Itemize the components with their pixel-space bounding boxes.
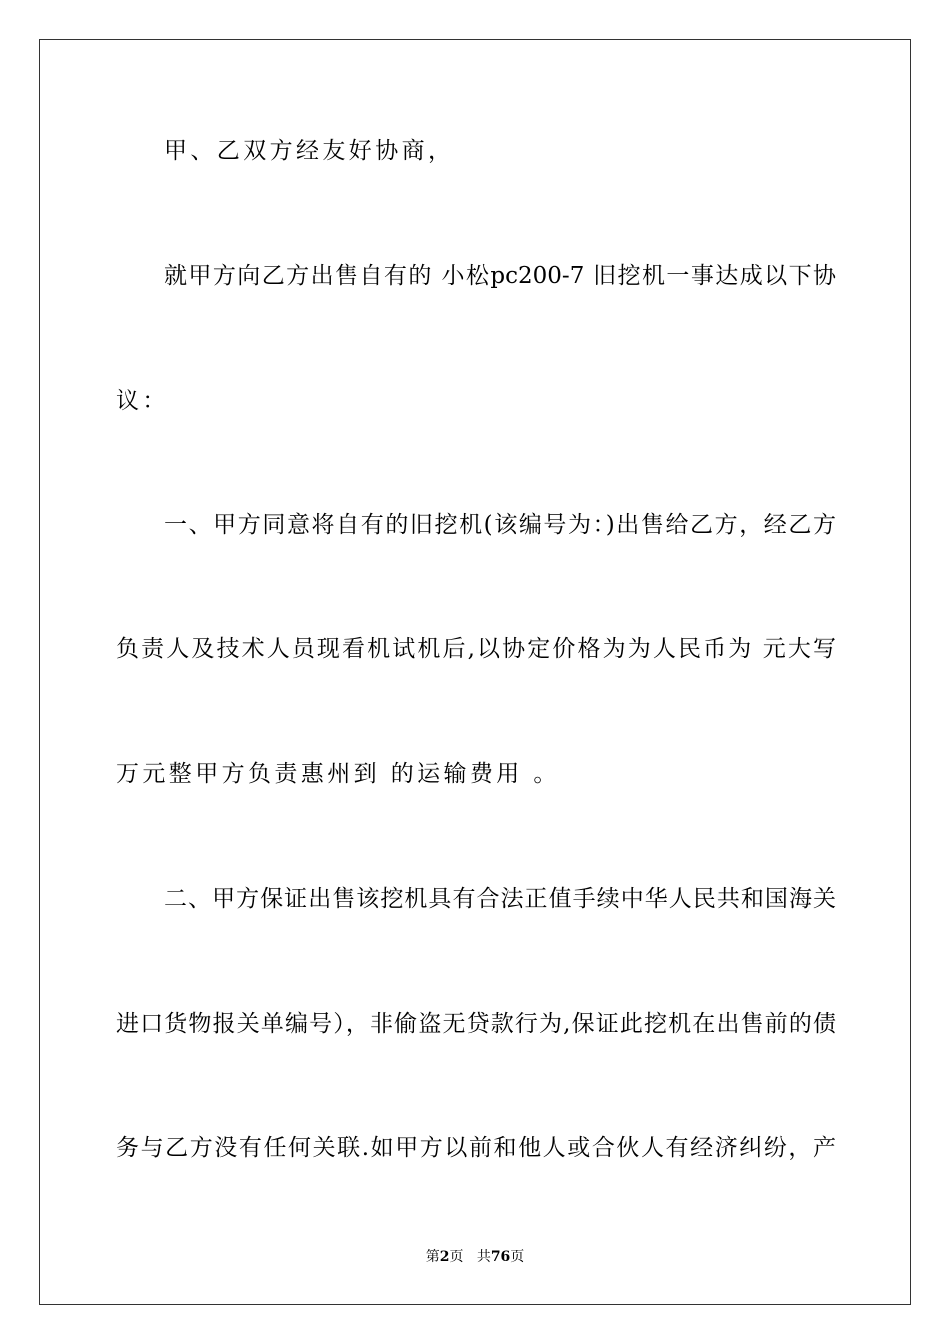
paragraph-line-9: 务与乙方没有任何关联.如甲方以前和他人或合伙人有经济纠纷，产 [116,1135,836,1161]
page-footer [0,1248,950,1266]
footer-total-suffix: 页 [510,1249,525,1265]
footer-page-prefix: 第 [425,1249,440,1265]
paragraph-line-6: 万元整甲方负责惠州到 的运输费用 。 [116,761,560,787]
paragraph-line-3: 议： [116,388,169,414]
footer-total-pages: 76 [490,1249,511,1265]
footer-page-number: 2 [439,1249,450,1265]
page-frame [39,39,911,1305]
footer-page-suffix: 页 [449,1249,464,1265]
paragraph-line-7: 二、甲方保证出售该挖机具有合法正值手续中华人民共和国海关 [164,886,836,912]
paragraph-line-2: 就甲方向乙方出售自有的 小松pc200-7 旧挖机一事达成以下协 [164,263,836,289]
footer-total-prefix: 共 [476,1249,491,1265]
paragraph-line-1: 甲、乙双方经友好协商， [164,138,455,164]
paragraph-line-8: 进口货物报关单编号），非偷盗无贷款行为,保证此挖机在出售前的债 [116,1011,836,1037]
paragraph-line-4: 一、甲方同意将自有的旧挖机(该编号为：)出售给乙方，经乙方 [164,512,836,538]
paragraph-line-5: 负责人及技术人员现看机试机后,以协定价格为为人民币为 元大写 [116,636,836,662]
